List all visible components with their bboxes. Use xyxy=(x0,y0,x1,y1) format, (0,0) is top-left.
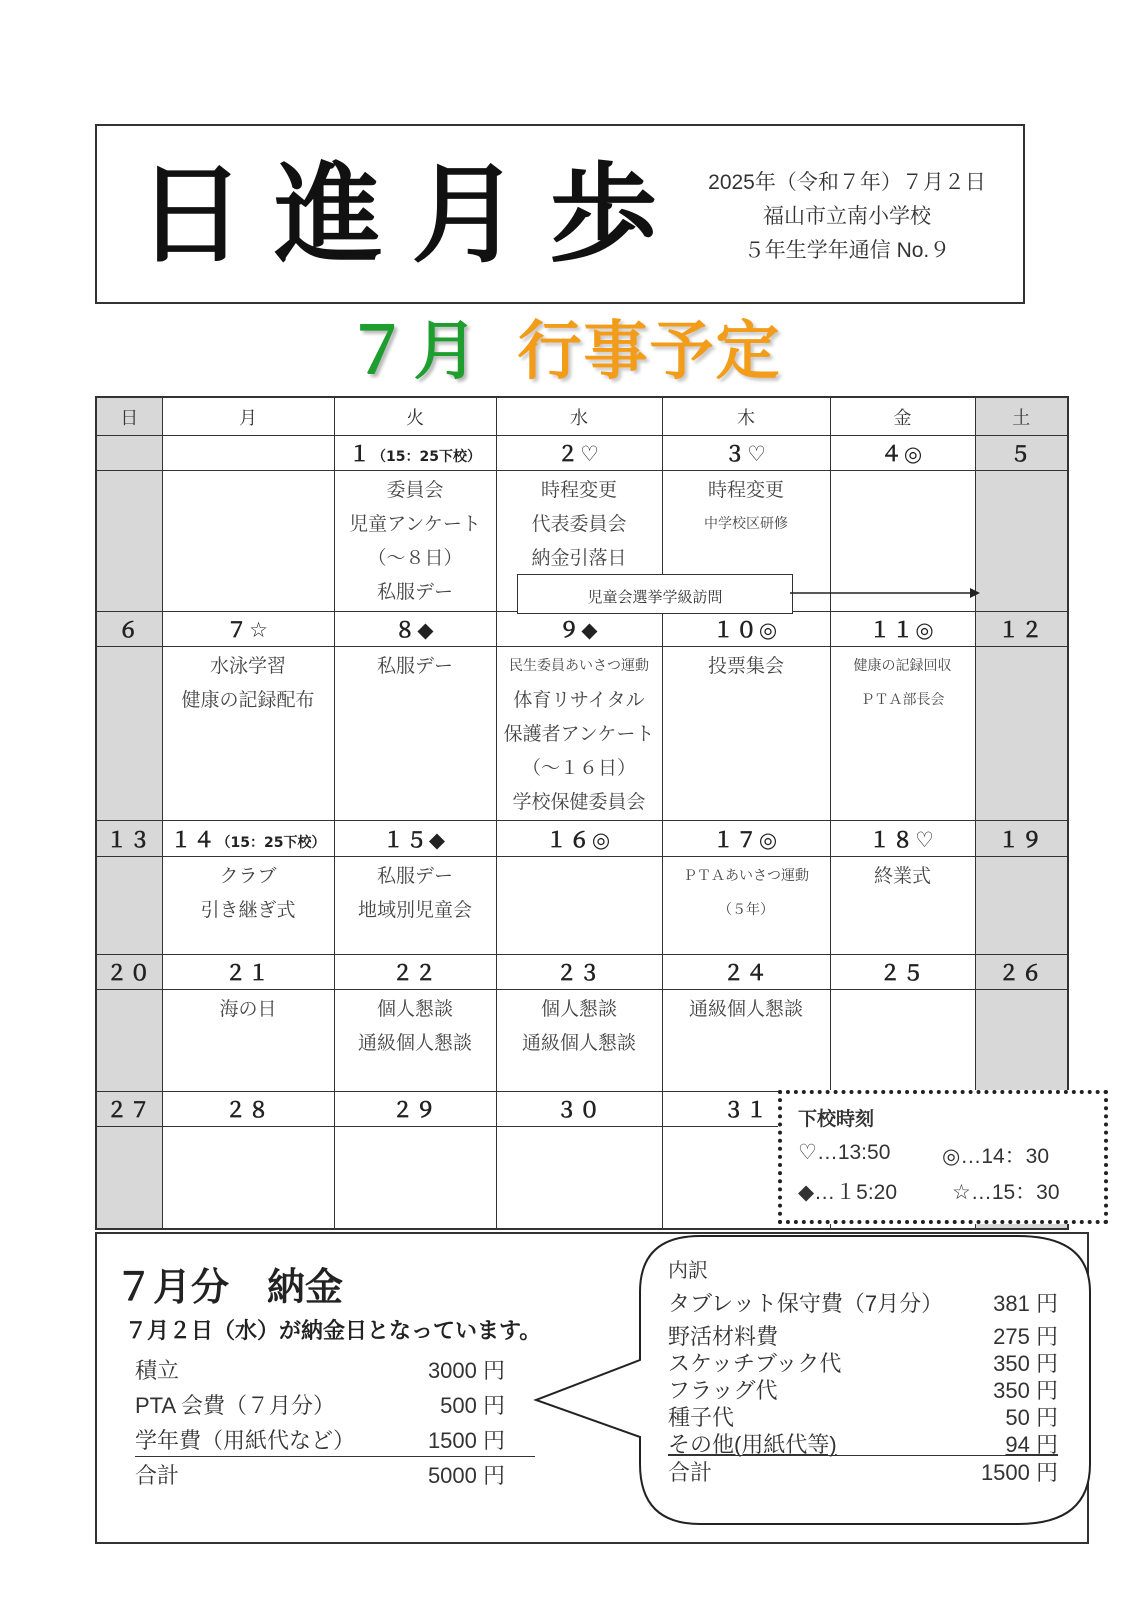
section-title-month: ７月 xyxy=(345,315,482,389)
payment-label: 学年費（用紙代など） xyxy=(135,1428,356,1453)
event-cell xyxy=(975,471,1068,611)
section-title xyxy=(0,312,1127,392)
event-cell xyxy=(96,856,162,954)
dismissal-item: ◆…１5:20 xyxy=(798,1181,898,1204)
breakdown-row xyxy=(668,1320,1058,1347)
date-cell xyxy=(975,611,1068,646)
date-number: ８◆ xyxy=(394,617,436,642)
event-item: 保護者アンケート xyxy=(503,722,655,745)
span-event-arrow xyxy=(790,586,980,600)
date-cell xyxy=(96,1091,162,1126)
date-cell xyxy=(96,821,162,856)
date-cell xyxy=(830,611,975,646)
breakdown-amount: 350 円 xyxy=(993,1351,1058,1376)
payment-amount: 3000 円 xyxy=(427,1358,505,1383)
event-cell xyxy=(830,856,975,954)
date-row xyxy=(96,436,1068,471)
date-cell xyxy=(975,954,1068,989)
event-item: 私服デー xyxy=(376,654,453,677)
event-cell xyxy=(496,856,662,954)
event-cell xyxy=(96,646,162,821)
payment-notice: ７月２日（水）が納金日となっています。 xyxy=(125,1319,542,1344)
breakdown-label: タブレット保守費（7月分） xyxy=(668,1291,944,1316)
date-number: ２♡ xyxy=(557,442,601,467)
dismissal-item: ♡…13:50 xyxy=(798,1141,891,1164)
breakdown-row xyxy=(668,1401,1058,1428)
date-cell xyxy=(662,436,830,471)
event-item: 通級個人懇談 xyxy=(521,1031,636,1054)
weekday-header: 月 xyxy=(162,397,334,436)
event-row xyxy=(96,646,1068,821)
date-number: １ xyxy=(349,442,373,467)
payment-row xyxy=(135,1459,505,1491)
event-item: 私服デー xyxy=(376,864,453,887)
date-cell xyxy=(662,611,830,646)
event-item: ＰＴＡあいさつ運動 xyxy=(683,867,809,884)
date-number: ２５ xyxy=(879,960,926,985)
date-cell xyxy=(162,1091,334,1126)
event-item: 委員会 xyxy=(386,479,444,502)
event-item: 個人懇談 xyxy=(540,997,617,1020)
date-number: １４ xyxy=(170,827,217,852)
event-cell xyxy=(162,989,334,1091)
date-cell xyxy=(96,611,162,646)
event-item: 私服デー xyxy=(376,581,453,604)
event-item: 終業式 xyxy=(873,864,931,887)
event-item: 健康の記録配布 xyxy=(181,688,315,711)
event-cell xyxy=(975,646,1068,821)
event-cell xyxy=(96,1127,162,1230)
date-number: ３♡ xyxy=(724,442,768,467)
event-cell xyxy=(162,471,334,611)
weekday-header: 土 xyxy=(975,397,1068,436)
date-cell xyxy=(830,436,975,471)
newsletter-number: ５年生学年通信 No.９ xyxy=(743,239,951,262)
payment-row xyxy=(135,1354,505,1386)
date-cell xyxy=(975,821,1068,856)
date-number: １９ xyxy=(998,827,1045,852)
date-number: ７☆ xyxy=(226,617,270,642)
date-cell xyxy=(162,611,334,646)
date-number: ２０ xyxy=(106,960,153,985)
breakdown-label: フラッグ代 xyxy=(668,1378,778,1403)
event-cell xyxy=(496,1127,662,1230)
section-title-events: 行事予定 xyxy=(517,315,782,389)
date-number: ４◎ xyxy=(880,442,925,467)
date-row xyxy=(96,611,1068,646)
breakdown-amount: 381 円 xyxy=(993,1291,1058,1316)
dismissal-title: 下校時刻 xyxy=(798,1109,875,1130)
breakdown-title: 内訳 xyxy=(668,1260,708,1282)
event-row xyxy=(96,989,1068,1091)
payment-amount: 1500 円 xyxy=(427,1428,505,1453)
date-cell xyxy=(334,954,496,989)
date-cell xyxy=(662,954,830,989)
event-cell xyxy=(830,989,975,1091)
event-item: 時程変更 xyxy=(540,479,617,502)
date-number: ２８ xyxy=(225,1097,271,1122)
event-cell xyxy=(975,989,1068,1091)
date-number: １２ xyxy=(998,617,1045,642)
date-number: ９◆ xyxy=(558,617,600,642)
event-item: 健康の記録回収 xyxy=(853,657,952,674)
date-cell xyxy=(496,436,662,471)
event-item: 民生委員あいさつ運動 xyxy=(509,657,649,674)
event-cell xyxy=(96,989,162,1091)
weekday-header-row xyxy=(96,397,1068,436)
event-cell xyxy=(334,646,496,821)
weekday-header: 日 xyxy=(96,397,162,436)
date-row xyxy=(96,954,1068,989)
date-number: １３ xyxy=(106,827,153,852)
masthead xyxy=(95,124,1025,304)
event-cell xyxy=(496,989,662,1091)
date-cell xyxy=(334,821,496,856)
breakdown-label: その他(用紙代等) xyxy=(668,1432,837,1457)
breakdown-amount: 94 円 xyxy=(1005,1432,1058,1457)
date-cell xyxy=(334,436,496,471)
breakdown-label: スケッチブック代 xyxy=(668,1351,842,1376)
payment-amount: 5000 円 xyxy=(427,1463,505,1488)
date-number: ２１ xyxy=(225,960,271,985)
payment-label: 合計 xyxy=(135,1463,180,1488)
school-name: 福山市立南小学校 xyxy=(763,205,931,228)
payment-label: PTA 会費（７月分） xyxy=(135,1393,336,1418)
breakdown-amount: 350 円 xyxy=(993,1378,1058,1403)
breakdown-row xyxy=(668,1287,1058,1314)
date-number: ３１ xyxy=(723,1097,769,1122)
date-cell xyxy=(162,436,334,471)
breakdown-list xyxy=(668,1254,1058,1483)
event-cell xyxy=(334,989,496,1091)
header-info xyxy=(697,166,997,268)
date-cell xyxy=(162,821,334,856)
event-cell xyxy=(162,1127,334,1230)
date-number: ２７ xyxy=(106,1097,153,1122)
date-number: １０◎ xyxy=(712,617,780,642)
date-cell xyxy=(662,821,830,856)
breakdown-row xyxy=(668,1428,1058,1456)
date-cell xyxy=(496,611,662,646)
dismissal-item: ☆…15：30 xyxy=(952,1181,1060,1204)
event-row xyxy=(96,856,1068,954)
date-cell xyxy=(96,436,162,471)
event-item: 地域別児童会 xyxy=(357,898,472,921)
event-item: クラブ xyxy=(219,864,277,887)
date-number: １１◎ xyxy=(869,617,936,642)
date-cell xyxy=(496,954,662,989)
event-cell xyxy=(662,989,830,1091)
span-event-label: 児童会選挙学級訪問 xyxy=(517,574,793,614)
date-cell xyxy=(830,954,975,989)
masthead-title xyxy=(137,152,677,272)
breakdown-row xyxy=(668,1374,1058,1401)
weekday-header: 火 xyxy=(334,397,496,436)
event-cell xyxy=(162,856,334,954)
breakdown-row xyxy=(668,1456,1058,1483)
issue-date: 2025年（令和７年）７月２日 xyxy=(708,171,986,194)
date-number: ２６ xyxy=(998,960,1045,985)
date-cell xyxy=(496,821,662,856)
dismissal-time-legend xyxy=(778,1090,1108,1224)
event-item: 時程変更 xyxy=(707,479,784,502)
event-cell xyxy=(975,856,1068,954)
payment-title: ７月分 納金 xyxy=(115,1265,344,1309)
event-item: 引き継ぎ式 xyxy=(200,898,296,921)
date-number: １６◎ xyxy=(545,827,613,852)
breakdown-label: 種子代 xyxy=(668,1405,735,1430)
event-cell xyxy=(662,646,830,821)
weekday-header: 金 xyxy=(830,397,975,436)
event-cell xyxy=(830,646,975,821)
breakdown-amount: 1500 円 xyxy=(980,1460,1058,1485)
date-number: ６ xyxy=(117,617,141,642)
event-item: 通級個人懇談 xyxy=(357,1031,472,1054)
event-cell xyxy=(334,471,496,611)
date-number: １５◆ xyxy=(382,827,448,852)
event-cell xyxy=(496,646,662,821)
event-item: （～１６日） xyxy=(521,756,636,779)
breakdown-amount: 275 円 xyxy=(993,1324,1058,1349)
event-item: 学校保健委員会 xyxy=(512,790,646,813)
payment-amount: 500 円 xyxy=(440,1393,505,1418)
breakdown-row xyxy=(668,1347,1058,1374)
date-note: （15：25下校） xyxy=(216,834,326,851)
event-cell xyxy=(334,856,496,954)
date-number: ２９ xyxy=(392,1097,438,1122)
event-item: 体育リサイタル xyxy=(513,688,645,711)
event-cell xyxy=(96,471,162,611)
event-item: 納金引落日 xyxy=(531,547,627,570)
event-item: （５年） xyxy=(718,901,774,918)
date-number: ５ xyxy=(1009,442,1033,467)
date-number: ３０ xyxy=(556,1097,602,1122)
breakdown-label: 野活材料費 xyxy=(668,1324,779,1349)
date-cell xyxy=(96,954,162,989)
date-cell xyxy=(975,436,1068,471)
event-item: 中学校区研修 xyxy=(704,516,788,533)
event-item: 投票集会 xyxy=(707,654,784,677)
date-cell xyxy=(334,1091,496,1126)
weekday-header: 水 xyxy=(496,397,662,436)
event-item: 代表委員会 xyxy=(531,513,627,536)
event-item: 海の日 xyxy=(219,997,277,1020)
date-cell xyxy=(496,1091,662,1126)
event-cell xyxy=(162,646,334,821)
masthead-title-text: 日進月歩 xyxy=(137,152,657,272)
date-cell xyxy=(162,954,334,989)
breakdown-amount: 50 円 xyxy=(1005,1405,1058,1430)
weekday-header: 木 xyxy=(662,397,830,436)
breakdown-label: 合計 xyxy=(668,1460,713,1485)
date-number: ２４ xyxy=(723,960,769,985)
payment-row xyxy=(135,1389,505,1421)
date-cell xyxy=(830,821,975,856)
event-cell xyxy=(334,1127,496,1230)
date-number: ２２ xyxy=(392,960,438,985)
date-number: １８♡ xyxy=(869,827,936,852)
date-note: （15：25下校） xyxy=(372,449,481,466)
event-item: 個人懇談 xyxy=(376,997,453,1020)
event-item: （～８日） xyxy=(367,547,463,570)
event-item: 通級個人懇談 xyxy=(688,997,803,1020)
date-number: １７◎ xyxy=(712,827,780,852)
event-item: ＰＴＡ部長会 xyxy=(860,691,945,708)
date-row xyxy=(96,821,1068,856)
payment-row xyxy=(135,1424,535,1457)
event-item: 児童アンケート xyxy=(349,513,481,536)
payment-label: 積立 xyxy=(135,1358,180,1383)
date-cell xyxy=(334,611,496,646)
event-item: 水泳学習 xyxy=(209,654,286,677)
date-number: ２３ xyxy=(556,960,602,985)
event-cell xyxy=(662,856,830,954)
dismissal-item: ◎…14：30 xyxy=(942,1145,1050,1168)
